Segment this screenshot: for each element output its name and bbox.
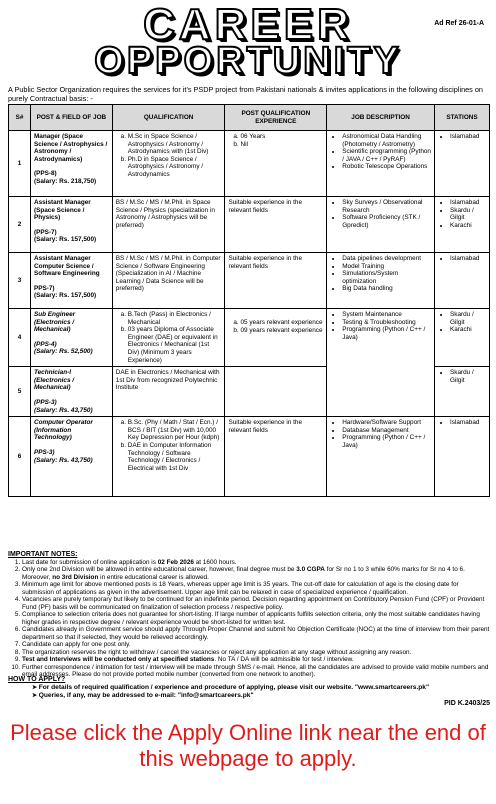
note-text: Only one 2nd Division will be allowed in entire educational career, however, final degree must be (22, 566, 297, 573)
qualification-cell (112, 417, 225, 497)
table-row (9, 131, 490, 197)
description-item: • Sky Surveys / Observational Research (342, 199, 431, 214)
station-item: • Islamabad (450, 255, 486, 263)
no-third-division: no 3rd Division (52, 573, 99, 581)
station-item: • Karachi (450, 222, 486, 230)
table-row (9, 197, 490, 253)
description-item: • Simulations/System optimization (342, 270, 431, 285)
post-scale: (PPS-8) (33, 170, 57, 178)
experience-item: b. 09 years relevant experience (240, 327, 323, 335)
qualification-item: b. DAE in Computer Information Technology / Software Technology / Electronics / Electrical with 1st Div (128, 442, 222, 472)
post-cell (30, 367, 112, 417)
post-title: Sub Engineer (Electronics / Mechanical) (33, 311, 76, 334)
apply-title: HOW TO APPLY? (8, 676, 66, 683)
experience-item: a. 05 years relevant experience (240, 319, 323, 327)
banner-line-2: OPPORTUNITY (94, 40, 402, 82)
stations-cell (434, 131, 489, 197)
experience-cell (225, 131, 327, 197)
qualification-item: b. 03 years Diploma of Associate Engineer (DAE) or equivalent in Electronics / Mechanical (1st Div) (Minimum 3 years Experience) (128, 326, 222, 364)
station-item: • Islamabad (450, 199, 486, 207)
note-text: at 1600 hours. (193, 558, 237, 566)
description-item: • Robotic Telescope Operations (342, 163, 431, 171)
note-text: . No TA / DA will be admissible for test / interview. (214, 656, 354, 663)
post-scale: (PPS-4) (33, 340, 57, 348)
ad-ref: Ad Ref 26-01-A (434, 20, 484, 27)
apply-text: For details of required qualification / experience and procedure of applying, please visit our website. " (38, 684, 359, 691)
experience-cell: Suitable experience in the relevant fields (225, 197, 327, 253)
post-scale: PPS-3) (33, 448, 55, 456)
header-qualification: QUALIFICATION (112, 105, 225, 131)
apply-text: Queries, if any, may be addressed to e-mail: " (38, 692, 181, 699)
apply-online-message: Please click the Apply Online link near the end of this webpage to apply. (10, 720, 486, 771)
description-item: • Scientific programming (Python / JAVA / C++ / PyRAF) (342, 148, 431, 163)
last-date: 02 Feb 2026 (157, 558, 194, 566)
qualification-item: a. B.Sc. (Phy / Math / Stat / Ecn.) / BCS / BIT (1st Div) with 10,000 Key Depression per Hour (kdph) (128, 419, 222, 442)
experience-item: b. Nil (240, 141, 323, 149)
experience-cell (225, 367, 327, 417)
qualification-cell (112, 131, 225, 197)
description-item: • Astronomical Data Handling (Photometry / Astrometry) (342, 133, 431, 148)
qualification-cell: DAE in Electronics / Mechanical with 1st Div from recognized Polytechnic Institute (112, 367, 225, 417)
note-item: 5. Compliance to selection criteria does not guarantee for short-listing. If large number of applicants fulfills selection criteria, only the most suitable candidates having higher grades in respective degree / relevant experience would be short-listed for written test. (22, 611, 490, 626)
row-sr: 4 (9, 309, 31, 367)
note-item (22, 566, 490, 581)
career-banner (6, 0, 490, 84)
post-cell (30, 309, 112, 367)
important-notes (8, 551, 490, 679)
post-title: Manager (Space Science / Astrophysics / Astronomy / Astrodynamics) (33, 133, 108, 163)
post-cell (30, 131, 112, 197)
description-cell (327, 309, 435, 417)
experience-cell: Suitable experience in the relevant fields (225, 417, 327, 497)
station-item: • Islamabad (450, 133, 486, 141)
table-header-row (9, 105, 490, 131)
post-salary: (Salary: Rs. 157,500) (33, 292, 97, 300)
jobs-table (8, 104, 490, 497)
header-experience: POST QUALIFICATION EXPERIENCE (225, 105, 327, 131)
stations-cell (434, 367, 489, 417)
header-sr: S# (9, 105, 31, 131)
station-item: • Skardu / Gilgit (450, 207, 486, 222)
description-item: • Data pipelines development (342, 255, 431, 263)
note-item: 6. Candidates already in Government service should apply Through Proper Channel and submit No Objection Certificate (NOC) at the time of interview from their parent department so that if selected, they would be relieved accordingly. (22, 626, 490, 641)
notes-title: IMPORTANT NOTES: (8, 551, 78, 558)
experience-item: a. 06 Years (240, 133, 323, 141)
stations-cell (434, 417, 489, 497)
post-cell (30, 417, 112, 497)
cgpa: 3.0 CGPA (296, 566, 325, 573)
row-sr: 3 (9, 253, 31, 309)
post-salary: (Salary: Rs. 43,750) (33, 456, 93, 464)
note-item: 4. Vacancies are purely temporary but likely to be continued for an indefinite period. Decision regarding appointment on Contributory Pension Fund (CPF) or Provident Fund (PF) basis will be communicated on finalization of selection process / respective policy. (22, 596, 490, 611)
note-text: in entire educational career is allowed. (98, 573, 209, 581)
intro-text: A Public Sector Organization requires the services for it's PSDP project from Pakistani nationals & invites applications in the following disciplines on purely Contractual basis: - (8, 85, 483, 103)
station-item: • Skardu / Gilgit (450, 369, 486, 384)
stations-cell (434, 197, 489, 253)
note-item: 7. Candidate can apply for one post only. (22, 641, 490, 649)
experience-cell (225, 309, 327, 367)
station-item: • Islamabad (450, 419, 486, 427)
stations-cell (434, 253, 489, 309)
note-text: Last date for submission of online application is (22, 558, 158, 566)
post-salary: (Salary: Rs. 43,750) (33, 406, 93, 414)
header-post: POST & FIELD OF JOB (30, 105, 112, 131)
row-sr: 6 (9, 417, 31, 497)
table-row (9, 417, 490, 497)
note-item (22, 656, 490, 664)
post-title: Assistant Manager Computer Science / Software Engineering (33, 255, 100, 278)
station-item: • Skardu / Gilgit (450, 311, 486, 326)
qualification-item: a. B.Tech (Pass) in Electronics / Mechanical (128, 311, 222, 326)
description-item: • Testing & Troubleshooting (342, 319, 431, 327)
qualification-item: b. Ph.D in Space Science / Astrophysics / Astronomy / Astrodynamics (128, 156, 222, 179)
post-scale: (PPS-7) (33, 228, 57, 236)
qualification-cell: BS / M.Sc / MS / M.Phil. in Space Science / Physics (specialization in Astronomy / Astrophysics will be preferred) (112, 197, 225, 253)
description-item: • Database Management (342, 427, 431, 435)
pid-number: PID K.2403/25 (444, 700, 490, 707)
note-item: 10. Further correspondence / intimation for test / interview will be made through SMS / e-mail. Hence, all the candidates are advised to provide valid mobile numbers and email addresses. Please do not provide ported mobile number (converted from one network to another). (22, 664, 490, 679)
apply-text: " (250, 692, 254, 699)
table-row (9, 253, 490, 309)
description-cell (327, 417, 435, 497)
qualification-cell (112, 309, 225, 367)
post-cell (30, 253, 112, 309)
apply-text: " (425, 684, 430, 691)
post-scale: PPS-7) (33, 284, 55, 292)
experience-cell: Suitable experience in the relevant fields (225, 253, 327, 309)
description-item: • System Maintenance (342, 311, 431, 319)
note-item: 3. Minimum age limit for above mentioned posts is 18 Years, whereas upper age limit is 35 years. The cut-off date for calculation of age is the closing date for submission of applications as given in the advertisement. Upper age limit can be relaxed in case of specialized experience / qualification. (22, 581, 490, 596)
post-scale: (PPS-3) (33, 398, 57, 406)
table-row (9, 309, 490, 367)
email-link[interactable]: info@smartcareers.pk (180, 692, 251, 699)
banner-line-1: CAREER (143, 0, 353, 49)
how-to-apply (8, 676, 490, 700)
note-item (22, 559, 490, 567)
post-title: Technician-I (Electronics / Mechanical) (33, 369, 75, 392)
description-item: • Model Training (342, 263, 431, 271)
header-stations: STATIONS (434, 105, 489, 131)
note-text: Test and Interviews will be conducted only at specified stations (22, 656, 215, 663)
note-text: for Sr no 1 to 3 while 60% marks for Sr no 4 to 6. Moreover, (22, 566, 465, 581)
header-job-description: JOB DESCRIPTION (327, 105, 435, 131)
description-item: • Big Data handling (342, 285, 431, 293)
row-sr: 2 (9, 197, 31, 253)
station-item: • Karachi (450, 326, 486, 334)
description-item: • Hardware/Software Support (342, 419, 431, 427)
description-item: • Software Proficiency (STK / Gpredict) (342, 214, 431, 229)
qualification-item: a. M.Sc in Space Science / Astrophysics / Astronomy / Astrodynamics with (1st Div) (128, 133, 222, 156)
website-link[interactable]: www.smartcareers.pk (358, 684, 426, 691)
apply-item (32, 684, 490, 692)
post-salary: (Salary: Rs. 157,500) (33, 236, 97, 244)
post-title: Assistant Manager (Space Science / Physics) (33, 199, 91, 222)
post-salary: (Salary: Rs. 218,750) (33, 177, 97, 185)
description-cell (327, 253, 435, 309)
post-salary: (Salary: Rs. 52,500) (33, 348, 93, 356)
post-cell (30, 197, 112, 253)
description-cell (327, 131, 435, 197)
description-item: • Programming (Python / C++ / Java) (342, 326, 431, 341)
post-title: Computer Operator (Information Technology) (33, 419, 93, 442)
row-sr: 1 (9, 131, 31, 197)
qualification-cell: BS / M.Sc / MS / M.Phil. in Computer Science / Software Engineering (Specialization in AI / Machine Learning / Data Science will be preferred) (112, 253, 225, 309)
description-item: • Programming (Python / C++ / Java) (342, 434, 431, 449)
apply-item (32, 692, 490, 700)
stations-cell (434, 309, 489, 367)
description-cell (327, 197, 435, 253)
note-item: 8. The organization reserves the right to withdraw / cancel the vacancies or reject any application at any stage without assigning any reason. (22, 649, 490, 657)
row-sr: 5 (9, 367, 31, 417)
